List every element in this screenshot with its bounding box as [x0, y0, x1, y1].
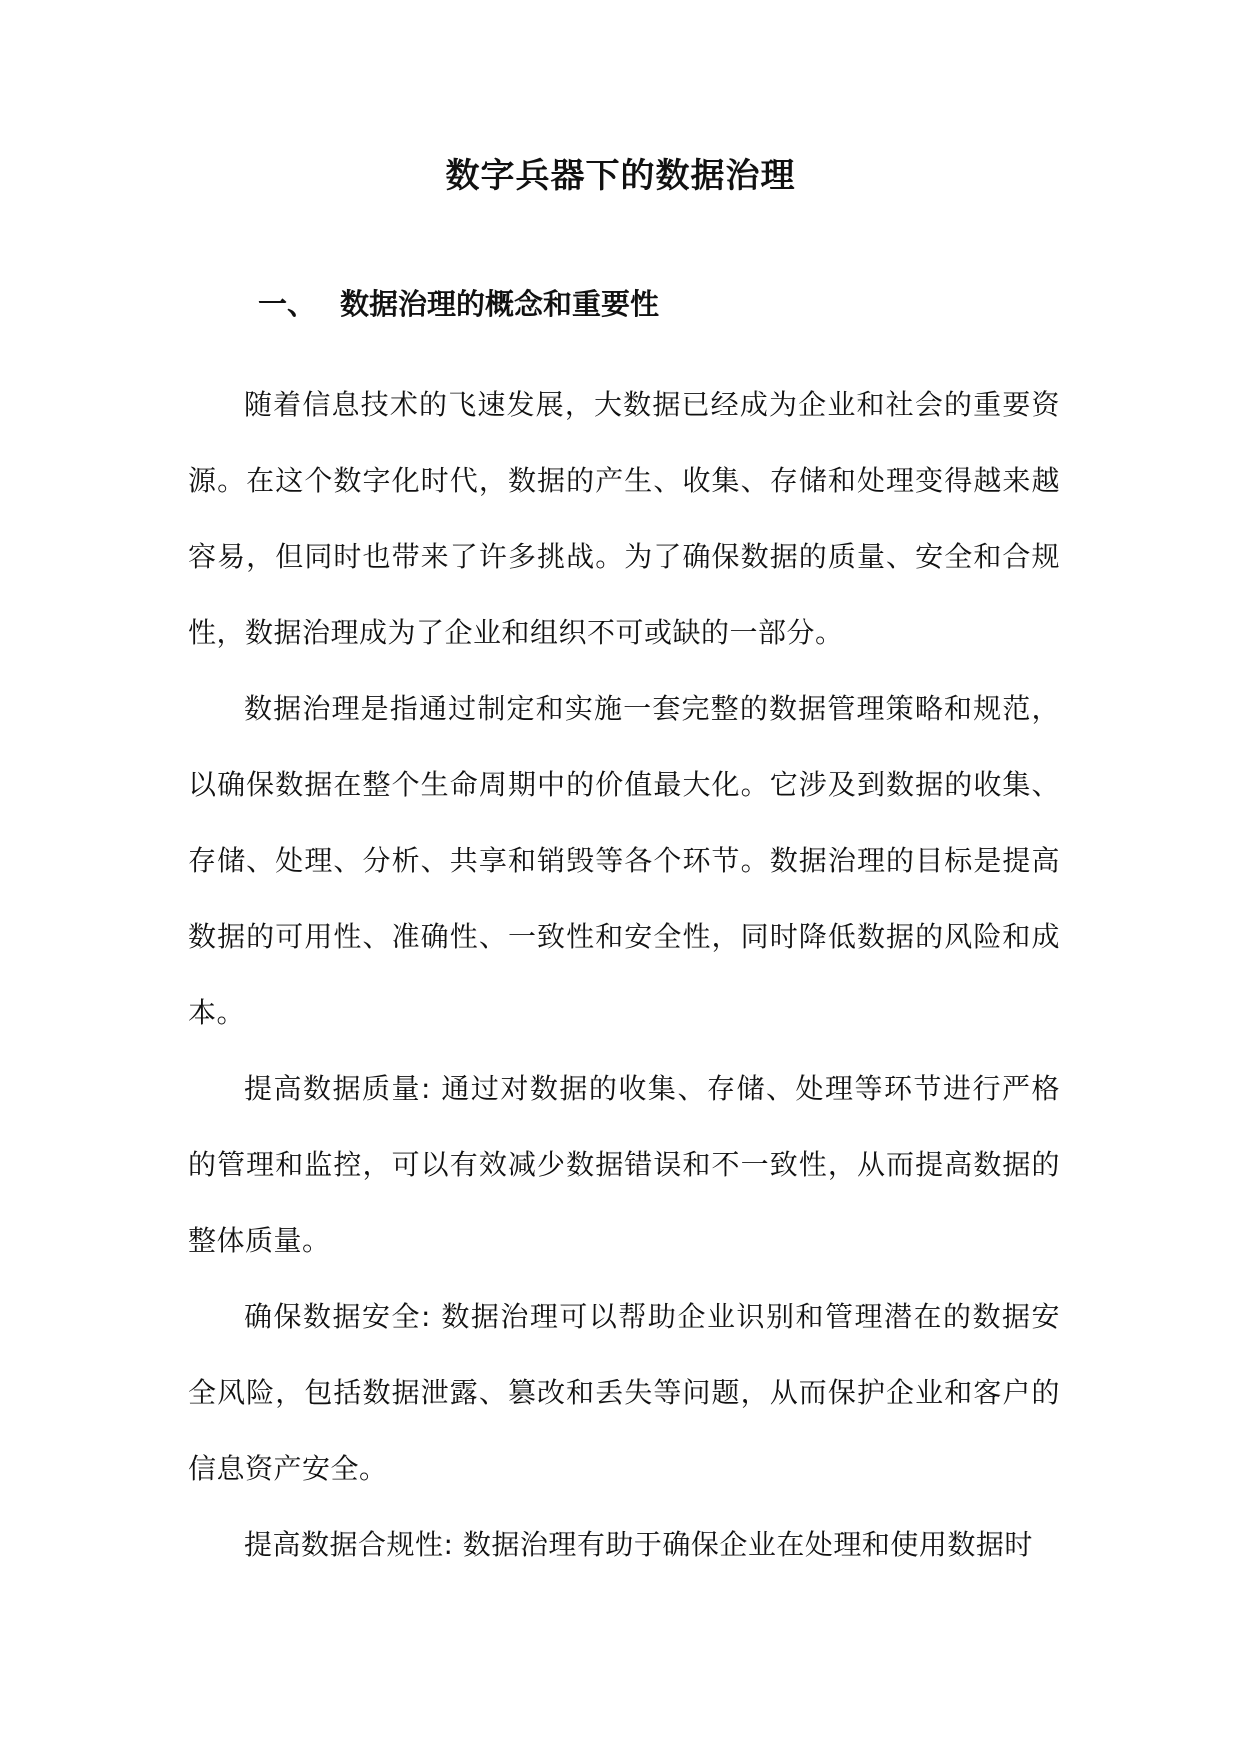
section-title: 数据治理的概念和重要性 — [340, 287, 660, 321]
paragraph-lead: 确保数据安全: — [244, 1300, 431, 1333]
paragraph — [188, 1507, 1060, 1583]
paragraph-text: 数据治理有助于确保企业在处理和使用数据时 — [453, 1528, 1033, 1561]
paragraph — [188, 1051, 1060, 1279]
paragraph-text: 数据治理是指通过制定和实施一套完整的数据管理策略和规范，以确保数据在整个生命周期中的价值最大化。它涉及到数据的收集、存储、处理、分析、共享和销毁等各个环节。数据治理的目标是提高数据的可用性、准确性、一致性和安全性，同时降低数据的风险和成本。 — [188, 692, 1060, 1029]
paragraph-lead: 提高数据质量: — [244, 1072, 431, 1105]
document-title: 数字兵器下的数据治理 — [445, 156, 796, 196]
section-number: 一、 — [258, 287, 317, 321]
paragraph-text: 随着信息技术的飞速发展，大数据已经成为企业和社会的重要资源。在这个数字化时代，数据的产生、收集、存储和处理变得越来越容易，但同时也带来了许多挑战。为了确保数据的质量、安全和合规性，数据治理成为了企业和组织不可或缺的一部分。 — [188, 388, 1060, 649]
paragraph-text: 数据治理可以帮助企业识别和管理潜在的数据安全风险，包括数据泄露、篡改和丢失等问题，从而保护企业和客户的信息资产安全。 — [188, 1300, 1061, 1485]
paragraph — [188, 367, 1060, 671]
document-body — [188, 367, 1060, 1583]
section-heading — [258, 282, 659, 326]
paragraph — [188, 671, 1060, 1051]
paragraph-text: 通过对数据的收集、存储、处理等环节进行严格的管理和监控，可以有效减少数据错误和不一致性，从而提高数据的整体质量。 — [188, 1072, 1061, 1257]
paragraph-lead: 提高数据合规性: — [244, 1528, 454, 1561]
paragraph — [188, 1279, 1060, 1507]
